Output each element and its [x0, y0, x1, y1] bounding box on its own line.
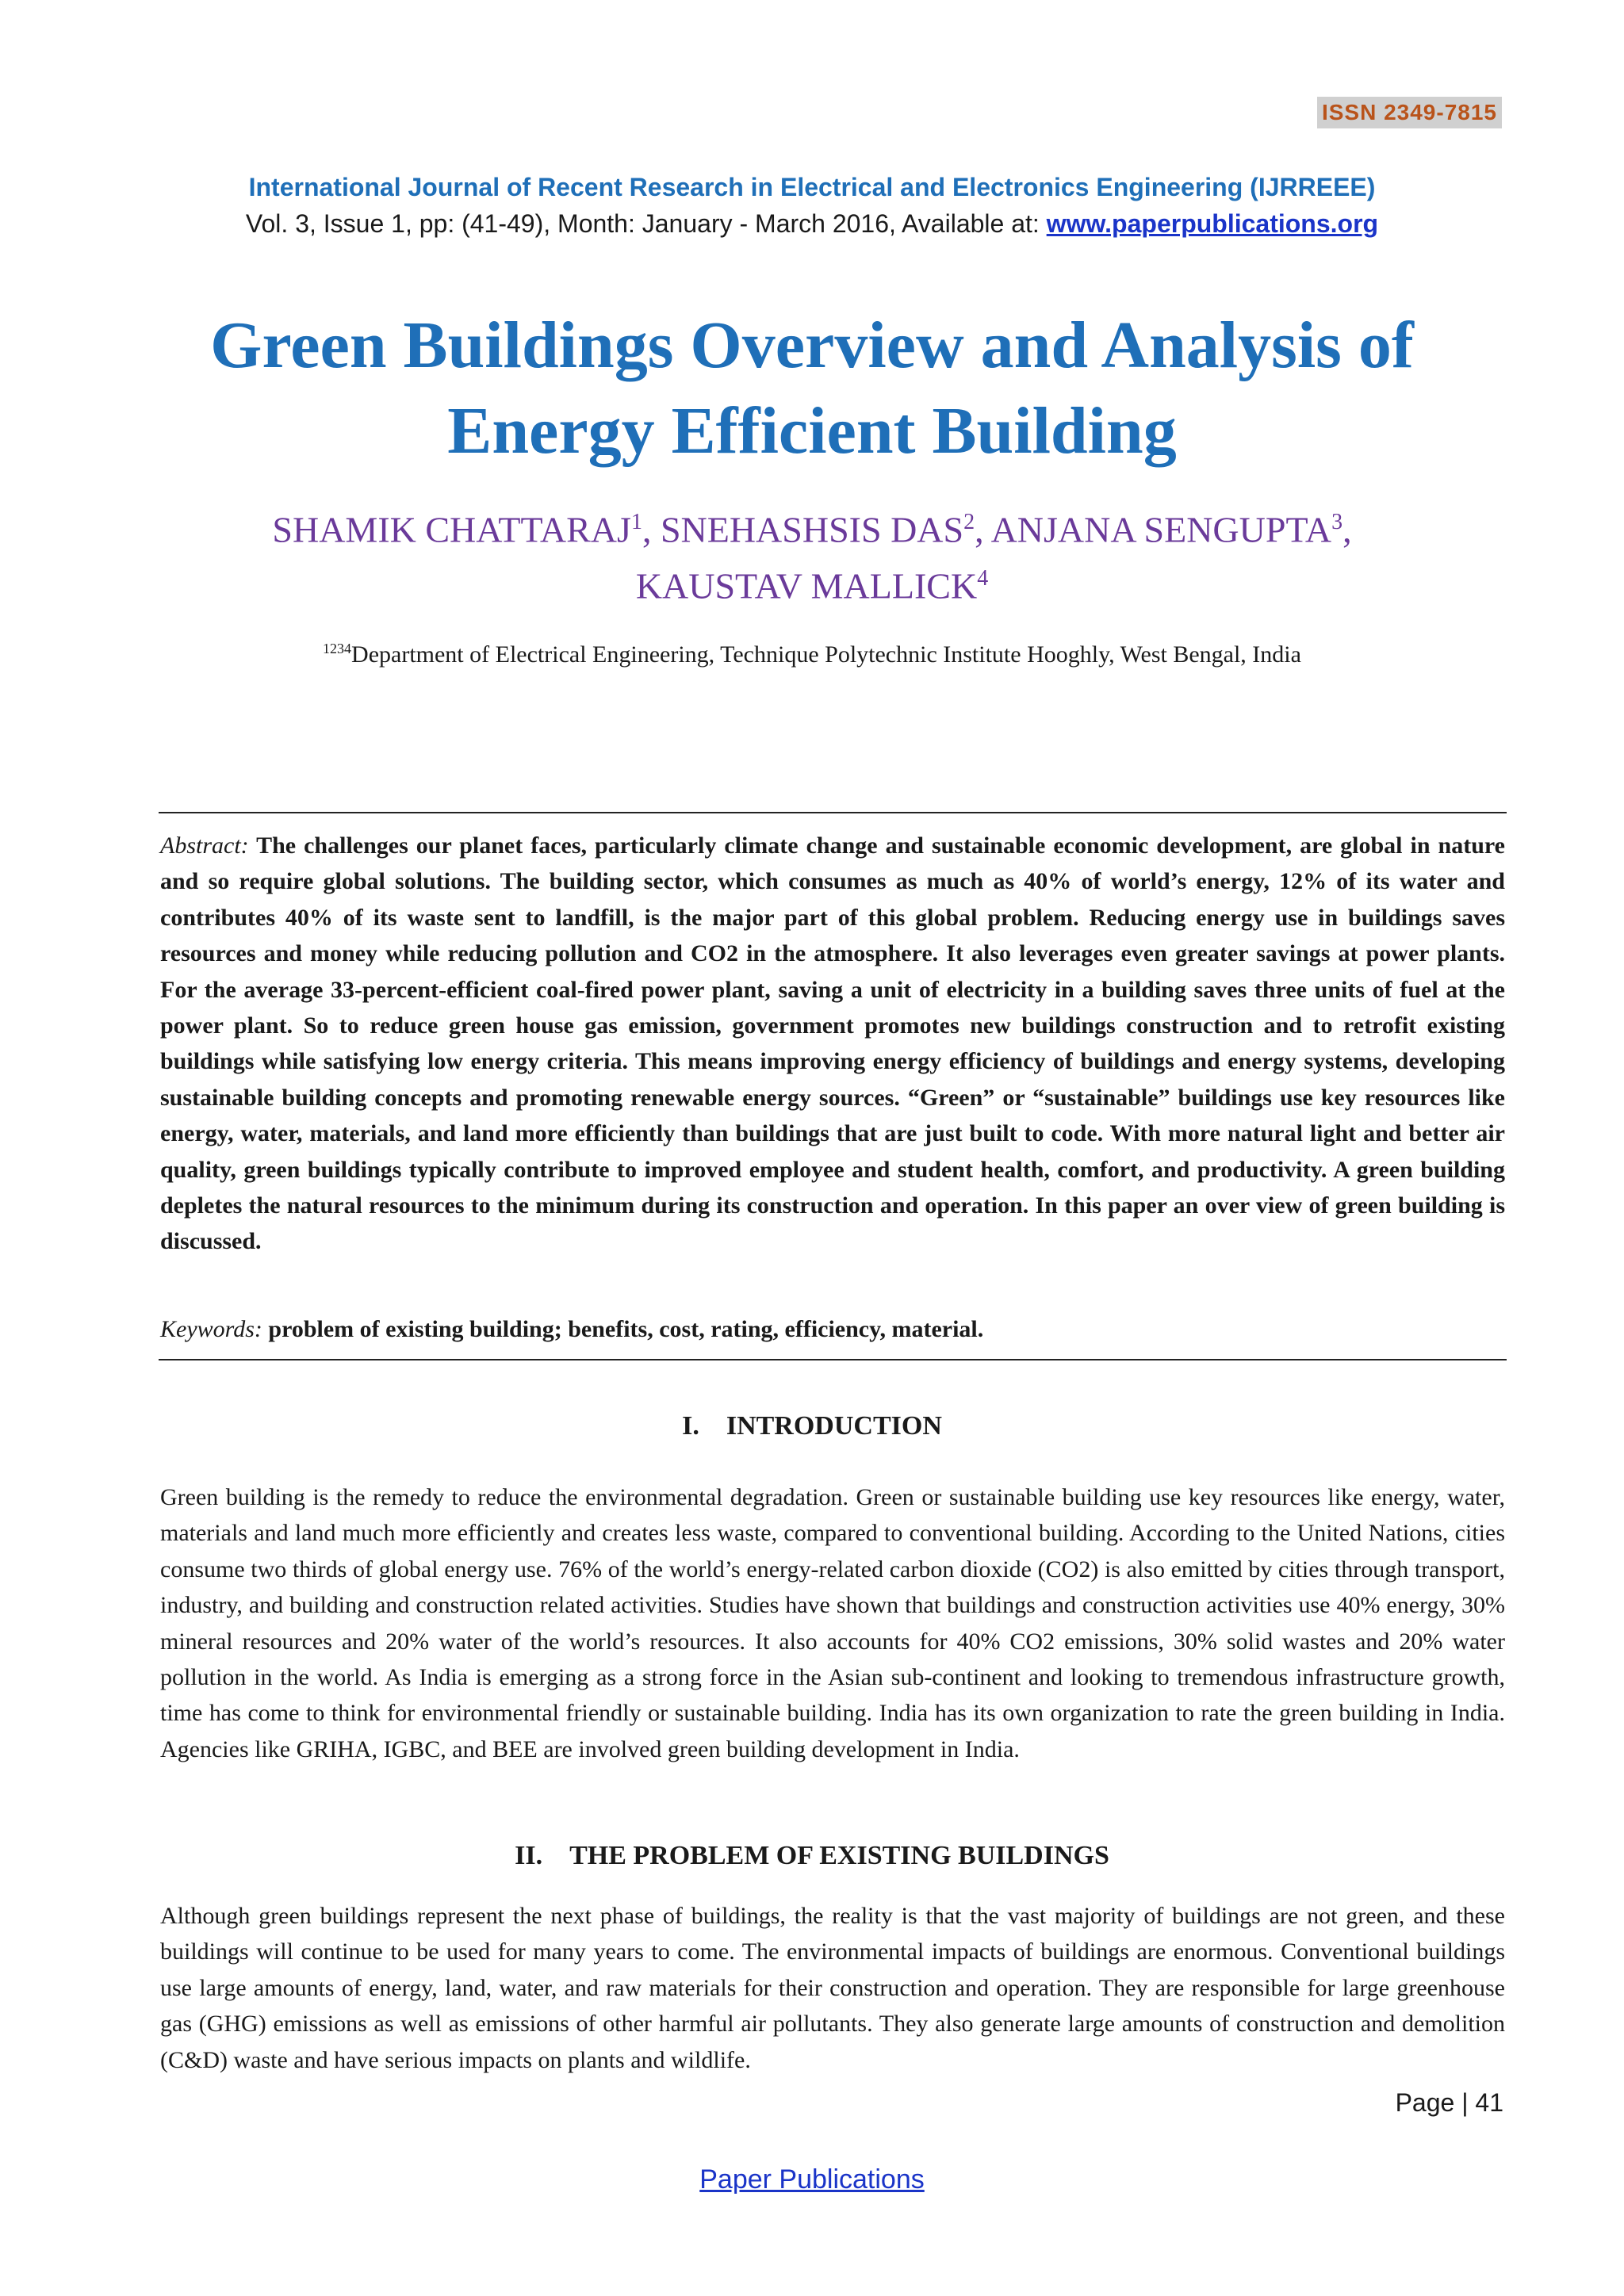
author-name: SHAMIK CHATTARAJ [272, 509, 631, 550]
abstract-top-rule [159, 812, 1507, 813]
affiliation-mark: 1234 [323, 641, 352, 656]
issn-label: ISSN 2349-7815 [1317, 97, 1502, 128]
footer-publisher [0, 2164, 1624, 2195]
keywords-lead: Keywords: [160, 1316, 262, 1342]
author-list [159, 498, 1465, 611]
section-title: INTRODUCTION [726, 1411, 942, 1441]
journal-website-link[interactable]: www.paperpublications.org [1046, 209, 1379, 238]
affiliation-text: Department of Electrical Engineering, Technique Polytechnic Institute Hooghly, West Bengal, India [351, 641, 1301, 668]
section-heading-existing-buildings [0, 1841, 1624, 1871]
author-mark: 1 [630, 510, 642, 534]
author-mark: 2 [963, 510, 975, 534]
publisher-link[interactable]: Paper Publications [699, 2164, 925, 2195]
keywords [160, 1316, 1505, 1343]
affiliation [0, 641, 1624, 668]
abstract-text: The challenges our planet faces, particularly climate change and sustainable economic development, are global in nature and so require global solutions. The building sector, which consumes as much as 40% of world’s energy, 12% of its water and contributes 40% of its waste sent to landfill, is the major part of this global problem. Reducing energy use in buildings saves resources and money while reducing pollution and CO2 in the atmosphere. It also leverages even greater savings at power plants. For the average 33-percent-efficient coal-fired power plant, saving a unit of electricity in a building saves three units of fuel at the power plant. So to reduce green house gas emission, government promotes new buildings construction and to retrofit existing buildings while satisfying low energy criteria. This means improving energy efficiency of buildings and energy systems, developing sustainable building concepts and promoting renewable energy sources. “Green” or “sustainable” buildings use key resources like energy, water, materials, and land more efficiently than buildings that are just built to code. With more natural light and better air quality, green buildings typically contribute to improved employee and student health, comfort, and productivity. A green building depletes the natural resources to the minimum during its construction and operation. In this paper an over view of green building is discussed. [160, 832, 1505, 1255]
journal-name: International Journal of Recent Research in Electrical and Electronics Engineering (IJRREEE) [248, 173, 1376, 201]
section-body-existing-buildings: Although green buildings represent the next phase of buildings, the reality is that the vast majority of buildings are not green, and these buildings will continue to be used for many years to come. The environmental impacts of buildings are enormous. Conventional buildings use large amounts of energy, land, water, and raw materials for their construction and operation. They are responsible for large greenhouse gas (GHG) emissions as well as emissions of other harmful air pollutants. They also generate large amounts of construction and demolition (C&D) waste and have serious impacts on plants and wildlife. [160, 1903, 1505, 2073]
author-separator: , [975, 509, 991, 550]
author-separator: , [642, 509, 661, 550]
author-name: KAUSTAV MALLICK [635, 565, 978, 607]
author-name: ANJANA SENGUPTA [990, 509, 1332, 550]
abstract-bottom-rule [159, 1359, 1507, 1360]
section-number: I. [682, 1411, 699, 1441]
page-number: Page | 41 [1395, 2088, 1503, 2117]
section-body-introduction: Green building is the remedy to reduce the environmental degradation. Green or sustainable building use key resources like energy, water, materials and land much more efficiently and creates less waste, compared to conventional building. According to the United Nations, cities consume two thirds of global energy use. 76% of the world’s energy-related carbon dioxide (CO2) is also emitted by cities through transport, industry, and building and construction related activities. Studies have shown that buildings and construction activities use 40% energy, 30% mineral resources and 20% water of the world’s resources. It also accounts for 40% CO2 emissions, 30% solid wastes and 20% water pollution in the world. As India is emerging as a strong force in the Asian sub-continent and looking to tremendous infrastructure growth, time has come to think for environmental friendly or sustainable building. India has its own organization to rate the green building in India. Agencies like GRIHA, IGBC, and BEE are involved green building development in India. [160, 1484, 1505, 1762]
section-number: II. [515, 1841, 543, 1870]
journal-meta [0, 209, 1624, 239]
author-mark: 4 [977, 566, 989, 591]
journal-meta-text: Vol. 3, Issue 1, pp: (41-49), Month: January - March 2016, Available at: [245, 209, 1047, 238]
author-separator: , [1342, 509, 1352, 550]
author-mark: 3 [1331, 510, 1343, 534]
section-title: THE PROBLEM OF EXISTING BUILDINGS [569, 1841, 1109, 1870]
keywords-text: problem of existing building; benefits, cost, rating, efficiency, material. [268, 1316, 984, 1342]
abstract [160, 828, 1505, 1260]
abstract-lead: Abstract: [160, 832, 249, 859]
paper-title: Green Buildings Overview and Analysis of Energy Efficient Building [210, 308, 1414, 468]
author-name: SNEHASHSIS DAS [660, 509, 964, 550]
section-heading-introduction [0, 1411, 1624, 1441]
